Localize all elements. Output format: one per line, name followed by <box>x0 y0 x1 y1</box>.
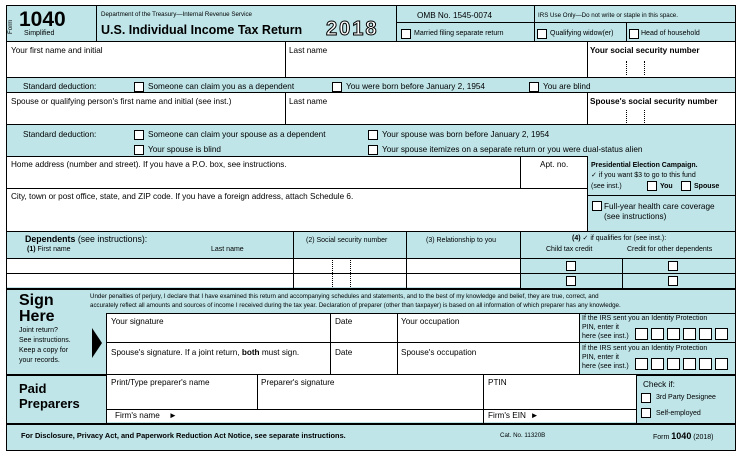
campaign-spouse-checkbox[interactable] <box>681 181 691 191</box>
dependents-relationship-label: (3) Relationship to you <box>426 237 497 244</box>
married-filing-separate-label: Married filing separate return <box>414 30 504 37</box>
spouse-pin-text-3: here (see inst.) <box>582 363 629 370</box>
qualifying-widow-label: Qualifying widow(er) <box>550 30 614 37</box>
perjury-line-2: accurately reflect all amounts and sources of income I received during the tax year. Declaration of preparer (other than taxpayer) is based on all information of which preparer has any knowledge. <box>90 302 621 309</box>
spouse-occupation-label: Spouse's occupation <box>401 348 477 357</box>
your-signature-label: Your signature <box>111 317 164 326</box>
pin-digit-box[interactable] <box>699 358 712 370</box>
other-dependents-credit-label: Credit for other dependents <box>627 246 713 253</box>
pin-digit-box[interactable] <box>667 358 680 370</box>
form-1040 <box>6 5 736 451</box>
preparers-heading: Preparers <box>19 396 80 411</box>
spouse-deduction-label: Standard deduction: <box>23 130 97 139</box>
self-employed-label: Self-employed <box>656 410 701 417</box>
spouse-claimed-dependent-label: Someone can claim your spouse as a dependent <box>148 130 326 139</box>
form-word: Form <box>7 19 14 34</box>
spouse-signature-label: Spouse's signature. If a joint return, both must sign. <box>111 348 300 357</box>
pin-digit-box[interactable] <box>715 328 728 340</box>
pin-digit-box[interactable] <box>635 328 648 340</box>
dependent-2-child-credit-checkbox[interactable] <box>566 276 576 286</box>
dependent-2-other-credit-checkbox[interactable] <box>668 276 678 286</box>
ssn-label: Your social security number <box>590 46 700 55</box>
department: Department of the Treasury—Internal Revenue Service <box>101 11 252 18</box>
married-filing-separate-checkbox[interactable] <box>401 29 411 39</box>
tax-year: 2018 <box>326 18 379 40</box>
spouse-signature-date-label: Date <box>335 348 353 357</box>
spouse-itemizes-checkbox[interactable] <box>368 145 378 155</box>
apt-number-label: Apt. no. <box>540 160 569 169</box>
child-tax-credit-label: Child tax credit <box>546 246 593 253</box>
qualifying-widow-checkbox[interactable] <box>537 29 547 39</box>
form-subtitle: Simplified <box>24 30 55 37</box>
born-before-1954-checkbox[interactable] <box>332 82 342 92</box>
health-coverage-line1: Full-year health care coverage <box>604 202 715 211</box>
head-of-household-label: Head of household <box>641 30 700 37</box>
spouse-pin-text-2: PIN, enter it <box>582 354 619 361</box>
first-name-label: Your first name and initial <box>11 46 103 55</box>
campaign-spouse-label: Spouse <box>694 183 720 190</box>
claimed-as-dependent-checkbox[interactable] <box>134 82 144 92</box>
dependent-1-other-credit-checkbox[interactable] <box>668 261 678 271</box>
spouse-born-before-1954-label: Your spouse was born before January 2, 1954 <box>382 130 550 139</box>
health-coverage-checkbox[interactable] <box>592 201 602 211</box>
sign-heading: Sign <box>19 292 54 309</box>
pin-digit-box[interactable] <box>699 328 712 340</box>
dependents-heading: Dependents (see instructions): <box>25 234 148 244</box>
claimed-as-dependent-label: Someone can claim you as a dependent <box>148 82 295 91</box>
irs-use-only: IRS Use Only—Do not write or staple in this space. <box>538 12 678 19</box>
campaign-title: Presidential Election Campaign. <box>591 162 698 169</box>
pin-text-1: If the IRS sent you an Identity Protection <box>582 315 708 322</box>
pin-text-3: here (see inst.) <box>582 333 629 340</box>
pin-digit-box[interactable] <box>635 358 648 370</box>
footer-notice: For Disclosure, Privacy Act, and Paperwork Reduction Act Notice, see separate instructions. <box>21 431 346 440</box>
third-party-designee-checkbox[interactable] <box>641 393 651 403</box>
last-name-label: Last name <box>289 46 328 55</box>
you-are-blind-label: You are blind <box>543 82 591 91</box>
self-employed-checkbox[interactable] <box>641 408 651 418</box>
dependents-last-name-label: Last name <box>211 246 244 253</box>
pin-digit-box[interactable] <box>683 328 696 340</box>
sign-note-3: Keep a copy for <box>19 347 69 354</box>
form-number: 1040 <box>19 8 66 31</box>
pin-digit-box[interactable] <box>651 358 664 370</box>
born-before-1954-label: You were born before January 2, 1954 <box>346 82 485 91</box>
paid-heading: Paid <box>19 381 47 396</box>
arrow-right-icon: ► <box>530 411 539 420</box>
spouse-claimed-dependent-checkbox[interactable] <box>134 130 144 140</box>
you-are-blind-checkbox[interactable] <box>529 82 539 92</box>
spouse-pin-text-1: If the IRS sent you an Identity Protection <box>582 345 708 352</box>
campaign-line1: ✓ if you want $3 to go to this fund <box>591 172 696 179</box>
head-of-household-checkbox[interactable] <box>629 29 639 39</box>
campaign-line2: (see inst.) <box>591 183 622 190</box>
spouse-first-name-label: Spouse or qualifying person's first name and initial (see inst.) <box>11 97 232 106</box>
spouse-blind-checkbox[interactable] <box>134 145 144 155</box>
sign-note-4: your records. <box>19 357 60 364</box>
third-party-designee-label: 3rd Party Designee <box>656 394 716 401</box>
campaign-you-label: You <box>660 183 673 190</box>
spouse-born-before-1954-checkbox[interactable] <box>368 130 378 140</box>
preparer-signature-label: Preparer's signature <box>261 378 335 387</box>
standard-deduction-label: Standard deduction: <box>23 82 97 91</box>
sign-note-2: See instructions. <box>19 337 71 344</box>
city-label: City, town or post office, state, and ZIP code. If you have a foreign address, attach Schedule 6. <box>11 192 354 201</box>
pin-digit-box[interactable] <box>683 358 696 370</box>
dependents-ssn-label: (2) Social security number <box>306 237 388 244</box>
arrow-right-icon: ► <box>168 411 177 420</box>
check-if-label: Check if: <box>643 380 675 389</box>
campaign-you-checkbox[interactable] <box>647 181 657 191</box>
firm-ein-label: Firm's EIN ► <box>488 411 539 420</box>
sign-note-1: Joint return? <box>19 327 58 334</box>
spouse-blind-label: Your spouse is blind <box>148 145 221 154</box>
perjury-line-1: Under penalties of perjury, I declare that I have examined this return and accompanying schedules and statements, and to the best of my knowledge and belief, they are true, correct, and <box>90 293 599 300</box>
spouse-ssn-label: Spouse's social security number <box>590 97 718 106</box>
pin-digit-box[interactable] <box>667 328 680 340</box>
signature-date-label: Date <box>335 317 353 326</box>
omb-number: OMB No. 1545-0074 <box>417 11 493 20</box>
health-coverage-line2: (see instructions) <box>604 212 667 221</box>
footer-form-id: Form 1040 (2018) <box>653 431 714 441</box>
home-address-label: Home address (number and street). If you have a P.O. box, see instructions. <box>11 160 287 169</box>
pin-text-2: PIN, enter it <box>582 324 619 331</box>
dependent-1-child-credit-checkbox[interactable] <box>566 261 576 271</box>
pin-digit-box[interactable] <box>715 358 728 370</box>
dependents-qualifies-label: (4) ✓ if qualifies for (see inst.): <box>572 235 667 242</box>
dependents-col1-label: (1) First name <box>27 246 71 253</box>
sign-arrow-icon <box>92 328 102 358</box>
catalog-number: Cat. No. 11320B <box>500 432 546 439</box>
spouse-itemizes-label: Your spouse itemizes on a separate return or you were dual-status alien <box>382 145 643 154</box>
your-occupation-label: Your occupation <box>401 317 460 326</box>
pin-digit-box[interactable] <box>651 328 664 340</box>
preparer-name-label: Print/Type preparer's name <box>111 378 210 387</box>
ptin-label: PTIN <box>488 378 507 387</box>
here-heading: Here <box>19 308 55 325</box>
firm-name-label: Firm's name ► <box>115 411 177 420</box>
spouse-last-name-label: Last name <box>289 97 328 106</box>
form-title: U.S. Individual Income Tax Return <box>101 23 303 37</box>
